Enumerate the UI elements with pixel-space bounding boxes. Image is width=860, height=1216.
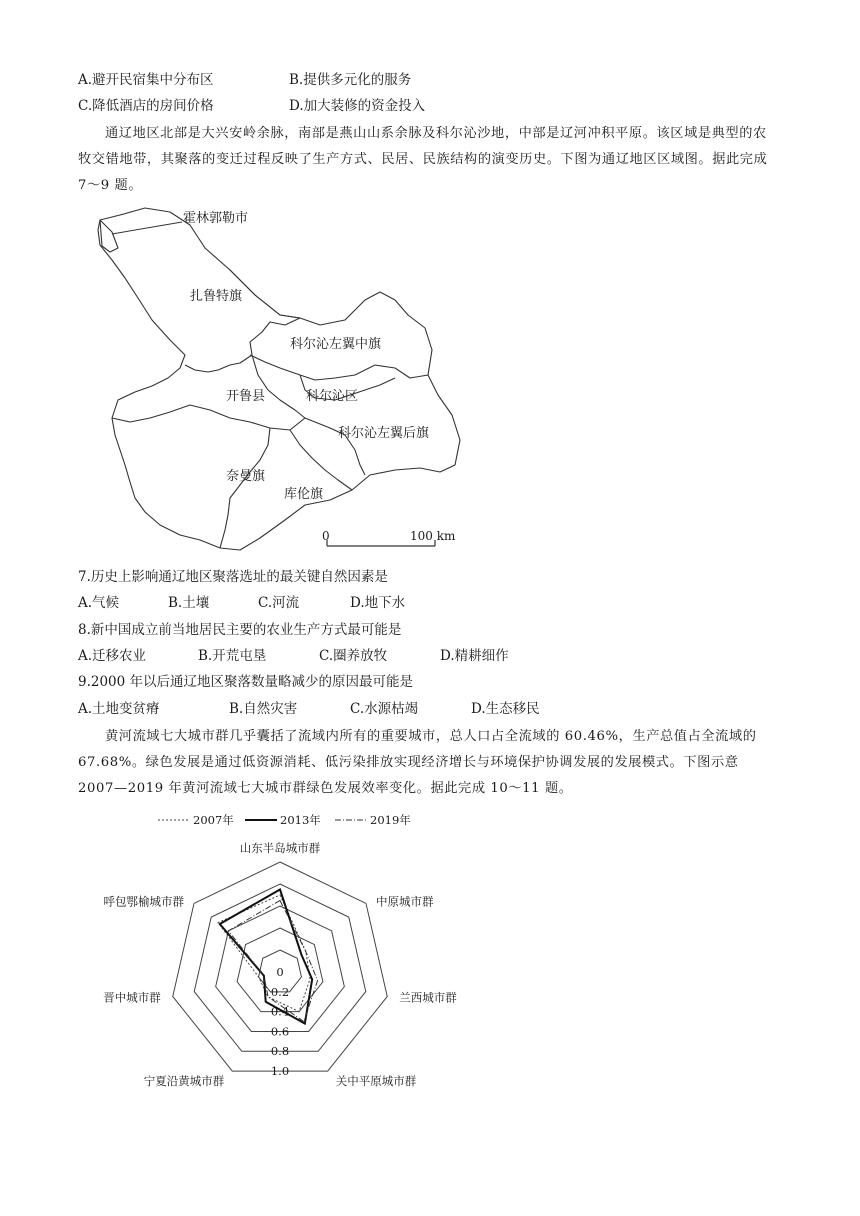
radar-chart bbox=[70, 806, 490, 1096]
radar-axis-label: 山东半岛城市群 bbox=[239, 841, 321, 855]
map-huolinguole-boundary bbox=[100, 220, 118, 252]
radar-axis-label: 晋中城市群 bbox=[103, 990, 161, 1005]
radar-legend-label: 2019年 bbox=[370, 813, 411, 827]
radar-tick-label: 0.2 bbox=[270, 984, 290, 999]
q8-option-d: D.精耕细作 bbox=[440, 648, 509, 664]
radar-series-2007年 bbox=[218, 895, 310, 1012]
map-outer-boundary bbox=[98, 208, 460, 550]
radar-legend-label: 2013年 bbox=[280, 813, 321, 827]
q8-stem: 8.新中国成立前当地居民主要的农业生产方式最可能是 bbox=[78, 622, 402, 638]
q7-stem: 7.历史上影响通辽地区聚落选址的最关键自然因素是 bbox=[78, 569, 388, 585]
passage-tongliao-text: 通辽地区北部是大兴安岭余脉，南部是燕山山系余脉及科尔沁沙地，中部是辽河冲积平原。该区域是典型的农牧交错地带，其聚落的变迁过程反映了生产方式、民居、民族结构的演变历史。下图为通辽地区区域图。据此完成 7～9 题。 bbox=[78, 126, 768, 193]
passage-tongliao bbox=[78, 121, 778, 199]
map-label-kailu: 开鲁县 bbox=[226, 389, 266, 404]
q7-option-a: A.气候 bbox=[78, 595, 120, 611]
q9-option-b: B.自然灾害 bbox=[229, 701, 298, 717]
q6-option-c: C.降低酒店的房间价格 bbox=[78, 98, 214, 114]
q7-option-d: D.地下水 bbox=[350, 595, 406, 611]
radar-axis-label: 中原城市群 bbox=[376, 894, 434, 909]
radar-legend-label: 2007年 bbox=[193, 813, 234, 827]
q8-option-b: B.开荒屯垦 bbox=[198, 648, 267, 664]
map-kailu-boundary bbox=[252, 355, 305, 418]
map-scale-zero: 0 bbox=[322, 529, 330, 543]
tongliao-region-map bbox=[90, 200, 470, 560]
q9-stem: 9.2000 年以后通辽地区聚落数量略减少的原因最可能是 bbox=[78, 674, 414, 690]
radar-tick-label: 0.6 bbox=[270, 1024, 290, 1039]
map-label-kzyh: 科尔沁左翼后旗 bbox=[338, 426, 430, 441]
q7-option-c: C.河流 bbox=[258, 595, 300, 611]
q6-option-b: B.提供多元化的服务 bbox=[289, 72, 412, 88]
map-label-horqin: 科尔沁区 bbox=[306, 389, 359, 404]
radar-axis-label: 兰西城市群 bbox=[399, 990, 457, 1005]
map-label-huolinguole: 霍林郭勒市 bbox=[183, 211, 249, 226]
radar-tick-label: 0.4 bbox=[270, 1004, 290, 1019]
map-kailu-south-boundary bbox=[112, 405, 305, 430]
map-kzyz-boundary bbox=[250, 355, 428, 380]
map-scale-length: 100 km bbox=[410, 529, 456, 543]
map-label-zhalute: 扎鲁特旗 bbox=[190, 289, 243, 304]
map-naiman-kulun-boundary bbox=[220, 428, 270, 548]
map-label-kulun: 库伦旗 bbox=[284, 487, 324, 502]
q6-option-d: D.加大装修的资金投入 bbox=[289, 98, 426, 114]
q8-option-c: C.圈养放牧 bbox=[319, 648, 388, 664]
q9-option-a: A.土地变贫瘠 bbox=[78, 701, 160, 717]
radar-tick-label: 1.0 bbox=[270, 1064, 290, 1078]
q9-option-d: D.生态移民 bbox=[471, 701, 540, 717]
radar-axis-label: 呼包鄂榆城市群 bbox=[103, 894, 184, 909]
radar-axis-label: 关中平原城市群 bbox=[335, 1074, 417, 1089]
q8-option-a: A.迁移农业 bbox=[78, 648, 147, 664]
q9-option-c: C.水源枯竭 bbox=[350, 701, 419, 717]
radar-tick-label: 0.8 bbox=[270, 1044, 290, 1059]
q7-option-b: B.土壤 bbox=[168, 595, 210, 611]
map-label-kzyz: 科尔沁左翼中旗 bbox=[290, 337, 382, 352]
passage-yellow-river bbox=[78, 724, 778, 802]
map-zhalute-south-boundary bbox=[185, 270, 300, 372]
radar-tick-label: 0 bbox=[276, 965, 284, 979]
q6-option-a: A.避开民宿集中分布区 bbox=[78, 72, 214, 88]
passage-yellow-river-text: 黄河流域七大城市群几乎囊括了流域内所有的重要城市，总人口占全流域的 60.46%，生产总值占全流域的 67.68%。绿色发展是通过低资源消耗、低污染排放实现经济增长与环境保护协调发展的发展模式。下图示意 2007—2019 年黄河流域七大城市群绿色发展效率变化。据此完成 10～11 题。 bbox=[78, 729, 757, 796]
map-label-naiman: 奈曼旗 bbox=[226, 469, 266, 484]
radar-axis-label: 宁夏沿黄城市群 bbox=[143, 1074, 225, 1089]
